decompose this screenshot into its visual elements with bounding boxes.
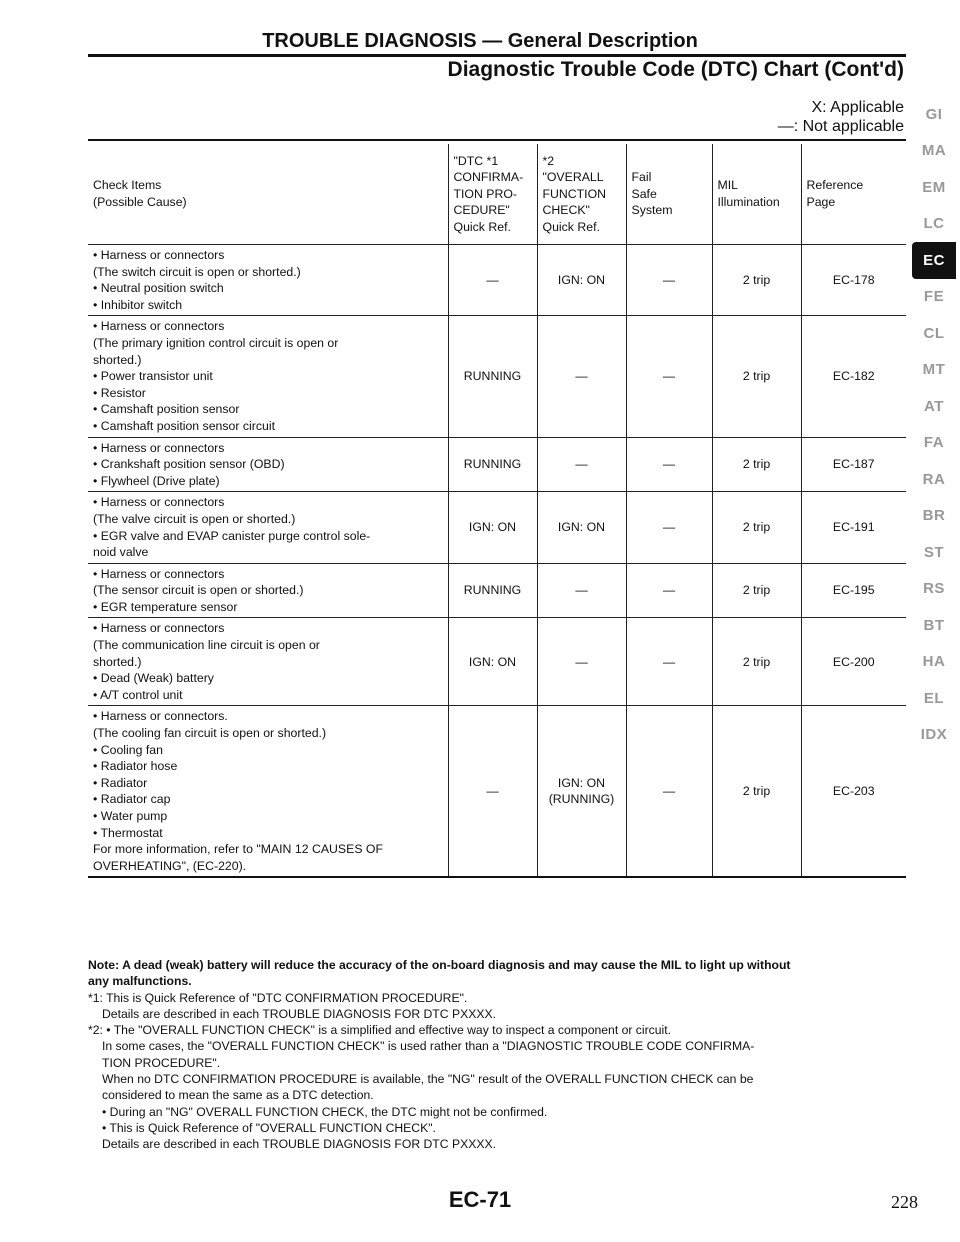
dtc-confirmation-cell: IGN: ON xyxy=(448,618,537,706)
fail-safe-cell: — xyxy=(626,618,712,706)
reference-page-cell: EC-191 xyxy=(801,492,906,563)
fail-safe-cell: — xyxy=(626,245,712,316)
table-row xyxy=(88,563,906,618)
dtc-confirmation-cell: — xyxy=(448,245,537,316)
dtc-confirmation-cell: — xyxy=(448,706,537,877)
legend-not-applicable: —: Not applicable xyxy=(777,118,904,135)
table-header-row xyxy=(88,144,906,245)
overall-function-cell: — xyxy=(537,316,626,437)
mil-illumination-cell: 2 trip xyxy=(712,618,801,706)
reference-page-cell: EC-195 xyxy=(801,563,906,618)
section-tab-ra[interactable]: RA xyxy=(922,470,946,488)
battery-note: Note: A dead (weak) battery will reduce the accuracy of the on-board diagnosis and may cause the MIL to light up without any malfunctions. xyxy=(88,958,791,989)
legend-applicable: X: Applicable xyxy=(811,99,904,116)
section-tab-fe[interactable]: FE xyxy=(923,288,945,306)
page-title: TROUBLE DIAGNOSIS — General Description xyxy=(262,30,698,52)
section-tabs xyxy=(912,96,956,753)
fail-safe-cell: — xyxy=(626,437,712,492)
header-reference-page: Reference Page xyxy=(801,144,906,245)
check-items-cell: • Harness or connectors (The sensor circuit is open or shorted.) • EGR temperature sensor xyxy=(88,563,448,618)
table-top-rule xyxy=(88,139,906,141)
fail-safe-cell: — xyxy=(626,706,712,877)
section-tab-ha[interactable]: HA xyxy=(922,653,946,671)
page-subtitle: Diagnostic Trouble Code (DTC) Chart (Cont'd) xyxy=(447,58,904,81)
check-items-cell: • Harness or connectors (The switch circuit is open or shorted.) • Neutral position switch • Inhibitor switch xyxy=(88,245,448,316)
check-items-cell: • Harness or connectors. (The cooling fan circuit is open or shorted.) • Cooling fan • Radiator hose • Radiator • Radiator cap • Water pump • Thermostat For more information, refer to "MAIN 12 CAUSES OF OVERHEATING", (EC-220). xyxy=(88,706,448,877)
overall-function-cell: IGN: ON xyxy=(537,492,626,563)
section-tab-at[interactable]: AT xyxy=(924,397,944,415)
notes-section xyxy=(88,957,906,1153)
mil-illumination-cell: 2 trip xyxy=(712,245,801,316)
title-rule xyxy=(88,54,906,57)
table-row xyxy=(88,437,906,492)
header-fail-safe: Fail Safe System xyxy=(626,144,712,245)
overall-function-cell: IGN: ON xyxy=(537,245,626,316)
footnote-1: *1: This is Quick Reference of "DTC CONFIRMATION PROCEDURE". Details are described in each TROUBLE DIAGNOSIS FOR DTC PXXXX. xyxy=(88,990,496,1021)
legend xyxy=(778,98,904,136)
section-tab-el[interactable]: EL xyxy=(923,689,945,707)
section-tab-rs[interactable]: RS xyxy=(923,580,945,598)
section-tab-cl[interactable]: CL xyxy=(923,324,945,342)
table-row xyxy=(88,245,906,316)
reference-page-cell: EC-187 xyxy=(801,437,906,492)
section-tab-ma[interactable]: MA xyxy=(921,142,947,160)
section-tab-lc[interactable]: LC xyxy=(923,215,945,233)
mil-illumination-cell: 2 trip xyxy=(712,316,801,437)
section-tab-em[interactable]: EM xyxy=(922,178,946,196)
section-tab-bt[interactable]: BT xyxy=(923,616,945,634)
header-mil-illumination: MIL Illumination xyxy=(712,144,801,245)
table-row xyxy=(88,492,906,563)
mil-illumination-cell: 2 trip xyxy=(712,563,801,618)
footnote-2: *2: • The "OVERALL FUNCTION CHECK" is a simplified and effective way to inspect a component or circuit. In some cases, the "OVERALL FUNCTION CHECK" is used rather than a "DIAGNOSTIC TROUBLE CODE CONFIRMA- TION PROCEDURE". When no DTC CONFIRMATION PROCEDURE is available, the "NG" result of the OVERALL FUNCTION CHECK can be considered to mean the same as a DTC detection. • During an "NG" OVERALL FUNCTION CHECK, the DTC might not be confirmed. • This is Quick Reference of "OVERALL FUNCTION CHECK". Details are described in each TROUBLE DIAGNOSIS FOR DTC PXXXX. xyxy=(88,1023,755,1152)
section-tab-idx[interactable]: IDX xyxy=(920,726,948,744)
overall-function-cell: — xyxy=(537,563,626,618)
section-tab-mt[interactable]: MT xyxy=(922,361,946,379)
overall-function-cell: IGN: ON (RUNNING) xyxy=(537,706,626,877)
table-row xyxy=(88,316,906,437)
check-items-cell: • Harness or connectors (The primary ignition control circuit is open or shorted.) • Power transistor unit • Resistor • Camshaft position sensor • Camshaft position sensor circuit xyxy=(88,316,448,437)
check-items-cell: • Harness or connectors (The communication line circuit is open or shorted.) • Dead (Weak) battery • A/T control unit xyxy=(88,618,448,706)
dtc-confirmation-cell: RUNNING xyxy=(448,437,537,492)
reference-page-cell: EC-200 xyxy=(801,618,906,706)
table-row xyxy=(88,706,906,877)
mil-illumination-cell: 2 trip xyxy=(712,492,801,563)
page-code: EC-71 xyxy=(448,1187,512,1212)
page-number: 228 xyxy=(891,1192,918,1212)
header-dtc-confirmation: "DTC *1 CONFIRMA- TION PRO- CEDURE" Quick Ref. xyxy=(448,144,537,245)
check-items-cell: • Harness or connectors (The valve circuit is open or shorted.) • EGR valve and EVAP canister purge control sole- noid valve xyxy=(88,492,448,563)
reference-page-cell: EC-203 xyxy=(801,706,906,877)
reference-page-cell: EC-178 xyxy=(801,245,906,316)
section-tab-gi[interactable]: GI xyxy=(925,105,943,123)
section-tab-br[interactable]: BR xyxy=(922,507,946,525)
dtc-confirmation-cell: RUNNING xyxy=(448,563,537,618)
fail-safe-cell: — xyxy=(626,563,712,618)
reference-page-cell: EC-182 xyxy=(801,316,906,437)
section-tab-st[interactable]: ST xyxy=(923,543,945,561)
mil-illumination-cell: 2 trip xyxy=(712,437,801,492)
dtc-confirmation-cell: IGN: ON xyxy=(448,492,537,563)
section-tab-ec[interactable]: EC xyxy=(912,242,956,279)
overall-function-cell: — xyxy=(537,437,626,492)
overall-function-cell: — xyxy=(537,618,626,706)
section-tab-fa[interactable]: FA xyxy=(923,434,945,452)
header-check-items: Check Items (Possible Cause) xyxy=(88,144,448,245)
header-overall-function: *2 "OVERALL FUNCTION CHECK" Quick Ref. xyxy=(537,144,626,245)
mil-illumination-cell: 2 trip xyxy=(712,706,801,877)
table-row xyxy=(88,618,906,706)
dtc-confirmation-cell: RUNNING xyxy=(448,316,537,437)
check-items-cell: • Harness or connectors • Crankshaft position sensor (OBD) • Flywheel (Drive plate) xyxy=(88,437,448,492)
fail-safe-cell: — xyxy=(626,492,712,563)
dtc-chart-table xyxy=(88,144,906,878)
fail-safe-cell: — xyxy=(626,316,712,437)
